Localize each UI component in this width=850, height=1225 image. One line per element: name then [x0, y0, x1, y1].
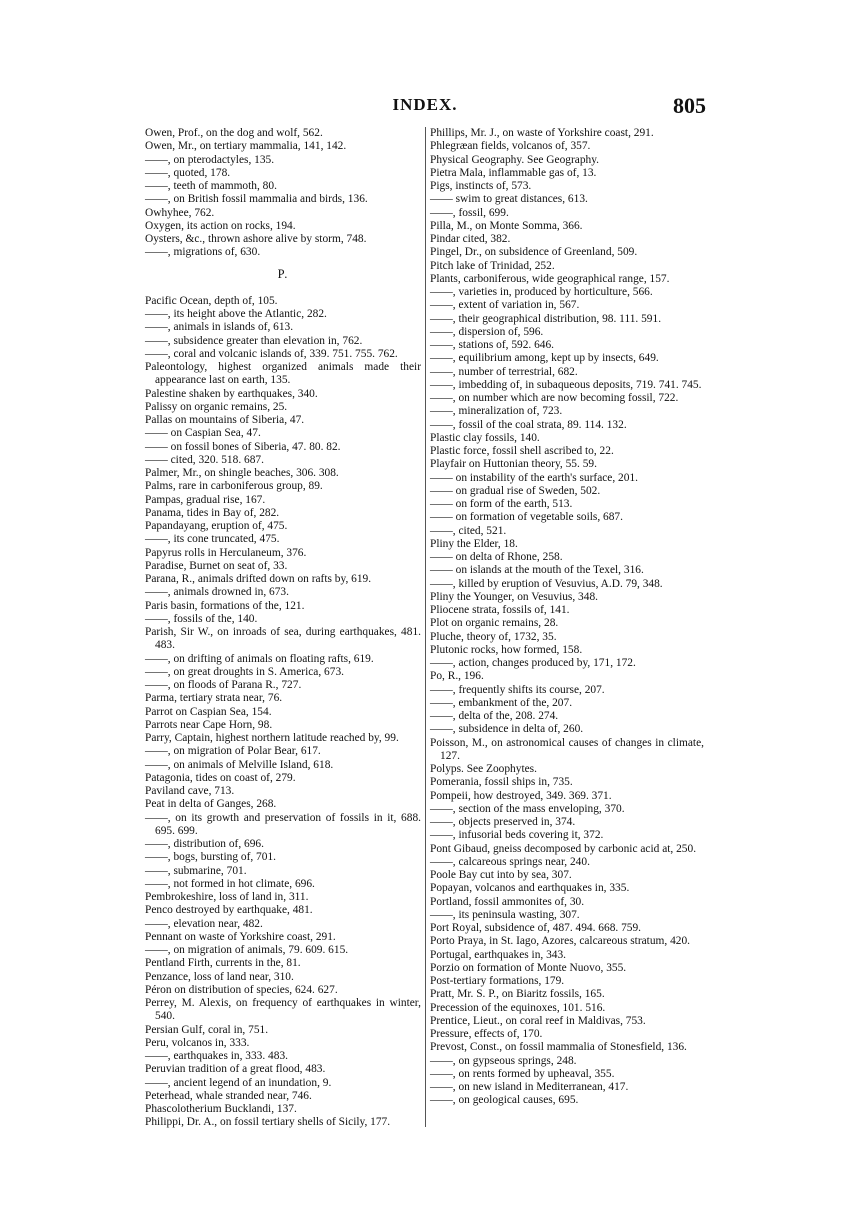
- index-entry: ——, on number which are now becoming fossil, 722.: [430, 392, 679, 404]
- index-entry: Pliny the Elder, 18.: [430, 537, 518, 550]
- index-entry: ——, not formed in hot climate, 696.: [145, 877, 315, 890]
- index-entry: ——, on migration of animals, 79. 609. 615.: [145, 944, 349, 956]
- index-entry: ——, on its growth and preservation of fossils in it, 688. 695. 699.: [145, 811, 421, 837]
- index-entry: —— on islands at the mouth of the Texel, 316.: [430, 564, 644, 577]
- index-entry: Playfair on Huttonian theory, 55. 59.: [430, 458, 597, 471]
- index-entry: Parana, R., animals drifted down on rafts by, 619.: [145, 573, 372, 585]
- index-entry: Popayan, volcanos and earthquakes in, 335.: [430, 882, 630, 895]
- index-entry: ——, teeth of mammoth, 80.: [145, 180, 277, 192]
- index-entry: ——, its height above the Atlantic, 282.: [145, 308, 327, 320]
- index-entry: Po, R., 196.: [430, 670, 484, 683]
- index-entry: ——, mineralization of, 723.: [430, 405, 563, 418]
- index-entry: Pallas on mountains of Siberia, 47.: [145, 414, 305, 426]
- page-number: 805: [673, 93, 706, 118]
- index-right-entries: [430, 127, 704, 1108]
- index-entry: ——, earthquakes in, 333. 483.: [145, 1050, 288, 1062]
- index-entry: —— on instability of the earth's surface, 201.: [430, 471, 638, 484]
- index-entry: Prentice, Lieut., on coral reef in Maldivas, 753.: [430, 1014, 646, 1027]
- index-entry: Physical Geography. See Geography.: [430, 153, 600, 166]
- index-entry: ——, stations of, 592. 646.: [430, 339, 555, 351]
- index-entry: ——, animals drowned in, 673.: [145, 586, 289, 599]
- index-entry: Persian Gulf, coral in, 751.: [145, 1023, 269, 1036]
- index-entry: Pacific Ocean, depth of, 105.: [145, 294, 278, 307]
- index-entry: ——, on great droughts in S. America, 673.: [145, 665, 344, 678]
- index-entry: Phillips, Mr. J., on waste of Yorkshire coast, 291.: [430, 127, 654, 139]
- index-entry: Pampas, gradual rise, 167.: [145, 493, 266, 506]
- index-entry: ——, fossil of the coal strata, 89. 114. 132.: [430, 418, 627, 431]
- index-entry: Philippi, Dr. A., on fossil tertiary shells of Sicily, 177.: [145, 1116, 391, 1129]
- index-entry: ——, subsidence greater than elevation in, 762.: [145, 334, 363, 347]
- index-entry: Panama, tides in Bay of, 282.: [145, 506, 280, 519]
- index-entry: ——, on gypseous springs, 248.: [430, 1054, 577, 1067]
- index-entry: Peat in delta of Ganges, 268.: [145, 798, 277, 811]
- index-entry: ——, on rents formed by upheaval, 355.: [430, 1067, 615, 1080]
- index-entry: ——, fossils of the, 140.: [145, 612, 258, 625]
- index-entry: Port Royal, subsidence of, 487. 494. 668. 759.: [430, 922, 642, 934]
- index-entry: Plastic force, fossil shell ascribed to, 22.: [430, 445, 614, 457]
- index-entry: Pliocene strata, fossils of, 141.: [430, 604, 570, 616]
- index-entry: —— on Caspian Sea, 47.: [145, 427, 261, 440]
- index-entry: Palmer, Mr., on shingle beaches, 306. 308.: [145, 467, 339, 479]
- index-entry: Paris basin, formations of the, 121.: [145, 599, 305, 612]
- right-column: [430, 127, 704, 1108]
- index-entry: Owen, Mr., on tertiary mammalia, 141, 142.: [145, 140, 347, 153]
- index-entry: ——, delta of the, 208. 274.: [430, 710, 559, 722]
- index-entry: Pont Gibaud, gneiss decomposed by carbonic acid at, 250.: [430, 842, 697, 855]
- index-entry: Paleontology, highest organized animals made their appearance last on earth, 135.: [145, 361, 421, 387]
- index-entry: Parrots near Cape Horn, 98.: [145, 718, 273, 731]
- index-entry: Patagonia, tides on coast of, 279.: [145, 771, 296, 784]
- index-entry: Parrot on Caspian Sea, 154.: [145, 705, 272, 718]
- index-entry: —— on formation of vegetable soils, 687.: [430, 511, 623, 524]
- index-o-entries: [145, 127, 421, 260]
- index-entry: Pentland Firth, currents in the, 81.: [145, 957, 301, 970]
- index-entry: Pomerania, fossil ships in, 735.: [430, 776, 573, 789]
- index-entry: ——, varieties in, produced by horticulture, 566.: [430, 286, 653, 298]
- index-entry: Penco destroyed by earthquake, 481.: [145, 904, 313, 917]
- index-entry: —— on gradual rise of Sweden, 502.: [430, 484, 601, 497]
- index-entry: Porzio on formation of Monte Nuovo, 355.: [430, 961, 627, 974]
- index-entry: Peruvian tradition of a great flood, 483.: [145, 1063, 326, 1076]
- left-column: [145, 127, 421, 1130]
- index-entry: Penzance, loss of land near, 310.: [145, 970, 294, 983]
- index-entry: Phlegræan fields, volcanos of, 357.: [430, 140, 591, 153]
- index-entry: Pilla, M., on Monte Somma, 366.: [430, 219, 583, 232]
- index-entry: ——, migrations of, 630.: [145, 246, 261, 259]
- section-letter: P.: [277, 266, 289, 281]
- index-entry: —— on form of the earth, 513.: [430, 498, 573, 510]
- index-entry: Oysters, &c., thrown ashore alive by storm, 748.: [145, 233, 367, 245]
- index-entry: ——, its peninsula wasting, 307.: [430, 908, 580, 921]
- index-entry: ——, animals in islands of, 613.: [145, 321, 294, 334]
- index-entry: ——, bogs, bursting of, 701.: [145, 851, 276, 864]
- index-entry: ——, on pterodactyles, 135.: [145, 153, 275, 166]
- page-header: [0, 93, 850, 123]
- index-entry: ——, infusorial beds covering it, 372.: [430, 829, 604, 842]
- index-entry: Paviland cave, 713.: [145, 785, 235, 797]
- index-entry: ——, equilibrium among, kept up by insects, 649.: [430, 352, 659, 365]
- index-entry: Pingel, Dr., on subsidence of Greenland, 509.: [430, 246, 638, 259]
- index-entry: ——, cited, 521.: [430, 524, 507, 537]
- index-entry: Perrey, M. Alexis, on frequency of earthquakes in winter, 540.: [145, 997, 421, 1023]
- index-entry: ——, distribution of, 696.: [145, 838, 264, 850]
- index-entry: Plutonic rocks, how formed, 158.: [430, 643, 583, 656]
- index-entry: Paradise, Burnet on seat of, 33.: [145, 559, 288, 572]
- index-entry: Poisson, M., on astronomical causes of changes in climate, 127.: [430, 736, 704, 762]
- index-entry: Pitch lake of Trinidad, 252.: [430, 259, 555, 272]
- index-entry: Plants, carboniferous, wide geographical range, 157.: [430, 272, 670, 285]
- index-entry: ——, on geological causes, 695.: [430, 1094, 579, 1107]
- index-entry: ——, on migration of Polar Bear, 617.: [145, 745, 321, 758]
- index-entry: Pembrokeshire, loss of land in, 311.: [145, 891, 309, 903]
- index-entry: ——, on animals of Melville Island, 618.: [145, 758, 334, 771]
- running-head: INDEX.: [392, 95, 458, 114]
- index-entry: ——, on drifting of animals on floating rafts, 619.: [145, 652, 374, 665]
- index-entry: —— on delta of Rhone, 258.: [430, 551, 563, 563]
- index-entry: ——, extent of variation in, 567.: [430, 299, 580, 312]
- index-entry: Polyps. See Zoophytes.: [430, 763, 537, 775]
- index-entry: ——, dispersion of, 596.: [430, 325, 544, 338]
- index-entry: Pressure, effects of, 170.: [430, 1028, 543, 1040]
- index-entry: ——, submarine, 701.: [145, 864, 247, 877]
- index-entry: Pompeii, how destroyed, 349. 369. 371.: [430, 789, 612, 802]
- index-entry: —— on fossil bones of Siberia, 47. 80. 82.: [145, 440, 341, 453]
- index-entry: Owen, Prof., on the dog and wolf, 562.: [145, 127, 323, 139]
- index-entry: Palestine shaken by earthquakes, 340.: [145, 387, 318, 400]
- index-entry: ——, embankment of the, 207.: [430, 696, 573, 709]
- index-entry: Portugal, earthquakes in, 343.: [430, 948, 567, 961]
- index-entry: ——, its cone truncated, 475.: [145, 533, 280, 546]
- index-entry: Poole Bay cut into by sea, 307.: [430, 869, 572, 881]
- index-entry: ——, objects preserved in, 374.: [430, 816, 576, 828]
- index-entry: ——, number of terrestrial, 682.: [430, 365, 578, 378]
- index-entry: ——, coral and volcanic islands of, 339. 751. 755. 762.: [145, 347, 398, 360]
- index-entry: Peterhead, whale stranded near, 746.: [145, 1089, 312, 1102]
- index-entry: —— cited, 320. 518. 687.: [145, 453, 264, 466]
- index-entry: ——, frequently shifts its course, 207.: [430, 683, 605, 696]
- index-entry: Oxygen, its action on rocks, 194.: [145, 219, 296, 232]
- index-entry: ——, on British fossil mammalia and birds, 136.: [145, 193, 368, 206]
- index-entry: Post-tertiary formations, 179.: [430, 975, 565, 987]
- index-entry: Palms, rare in carboniferous group, 89.: [145, 480, 323, 493]
- index-entry: Pliny the Younger, on Vesuvius, 348.: [430, 590, 598, 603]
- index-entry: Portland, fossil ammonites of, 30.: [430, 895, 585, 908]
- index-entry: Prevost, Const., on fossil mammalia of Stonesfield, 136.: [430, 1041, 687, 1054]
- index-entry: ——, section of the mass enveloping, 370.: [430, 802, 625, 815]
- index-entry: Pietra Mala, inflammable gas of, 13.: [430, 166, 597, 179]
- index-entry: ——, ancient legend of an inundation, 9.: [145, 1076, 332, 1089]
- index-entry: Phascolotherium Bucklandi, 137.: [145, 1103, 297, 1115]
- index-entry: —— swim to great distances, 613.: [430, 193, 588, 206]
- index-entry: Pennant on waste of Yorkshire coast, 291.: [145, 930, 336, 943]
- index-entry: Pluche, theory of, 1732, 35.: [430, 630, 557, 643]
- index-entry: Owhyhee, 762.: [145, 206, 215, 219]
- index-entry: Pigs, instincts of, 573.: [430, 180, 532, 192]
- index-entry: ——, on floods of Parana R., 727.: [145, 679, 302, 691]
- index-entry: ——, action, changes produced by, 171, 172.: [430, 657, 636, 669]
- index-entry: ——, killed by eruption of Vesuvius, A.D. 79, 348.: [430, 577, 663, 590]
- index-entry: Parma, tertiary strata near, 76.: [145, 692, 283, 705]
- index-entry: Pratt, Mr. S. P., on Biaritz fossils, 165.: [430, 988, 605, 1001]
- index-entry: Plastic clay fossils, 140.: [430, 431, 540, 444]
- index-entry: ——, on new island in Mediterranean, 417.: [430, 1081, 629, 1093]
- index-entry: ——, imbedding of, in subaqueous deposits, 719. 741. 745.: [430, 378, 702, 391]
- index-entry: Parish, Sir W., on inroads of sea, during earthquakes, 481. 483.: [145, 626, 421, 652]
- index-entry: Pindar cited, 382.: [430, 233, 511, 245]
- index-p-entries: [145, 295, 421, 1130]
- index-entry: Parry, Captain, highest northern latitude reached by, 99.: [145, 732, 399, 744]
- index-entry: Peru, volcanos in, 333.: [145, 1036, 250, 1049]
- index-entry: Péron on distribution of species, 624. 627.: [145, 983, 338, 996]
- index-entry: ——, calcareous springs near, 240.: [430, 855, 590, 868]
- index-entry: ——, fossil, 699.: [430, 206, 509, 219]
- index-entry: Plot on organic remains, 28.: [430, 617, 559, 630]
- index-entry: ——, their geographical distribution, 98. 111. 591.: [430, 312, 662, 325]
- column-divider: [425, 127, 426, 1127]
- index-entry: Porto Praya, in St. Iago, Azores, calcareous stratum, 420.: [430, 935, 691, 948]
- index-entry: Palissy on organic remains, 25.: [145, 400, 288, 413]
- index-entry: Precession of the equinoxes, 101. 516.: [430, 1001, 606, 1014]
- index-entry: ——, elevation near, 482.: [145, 917, 263, 930]
- index-entry: ——, subsidence in delta of, 260.: [430, 723, 584, 736]
- index-entry: ——, quoted, 178.: [145, 166, 231, 179]
- index-entry: Papandayang, eruption of, 475.: [145, 520, 288, 532]
- index-entry: Papyrus rolls in Herculaneum, 376.: [145, 546, 307, 559]
